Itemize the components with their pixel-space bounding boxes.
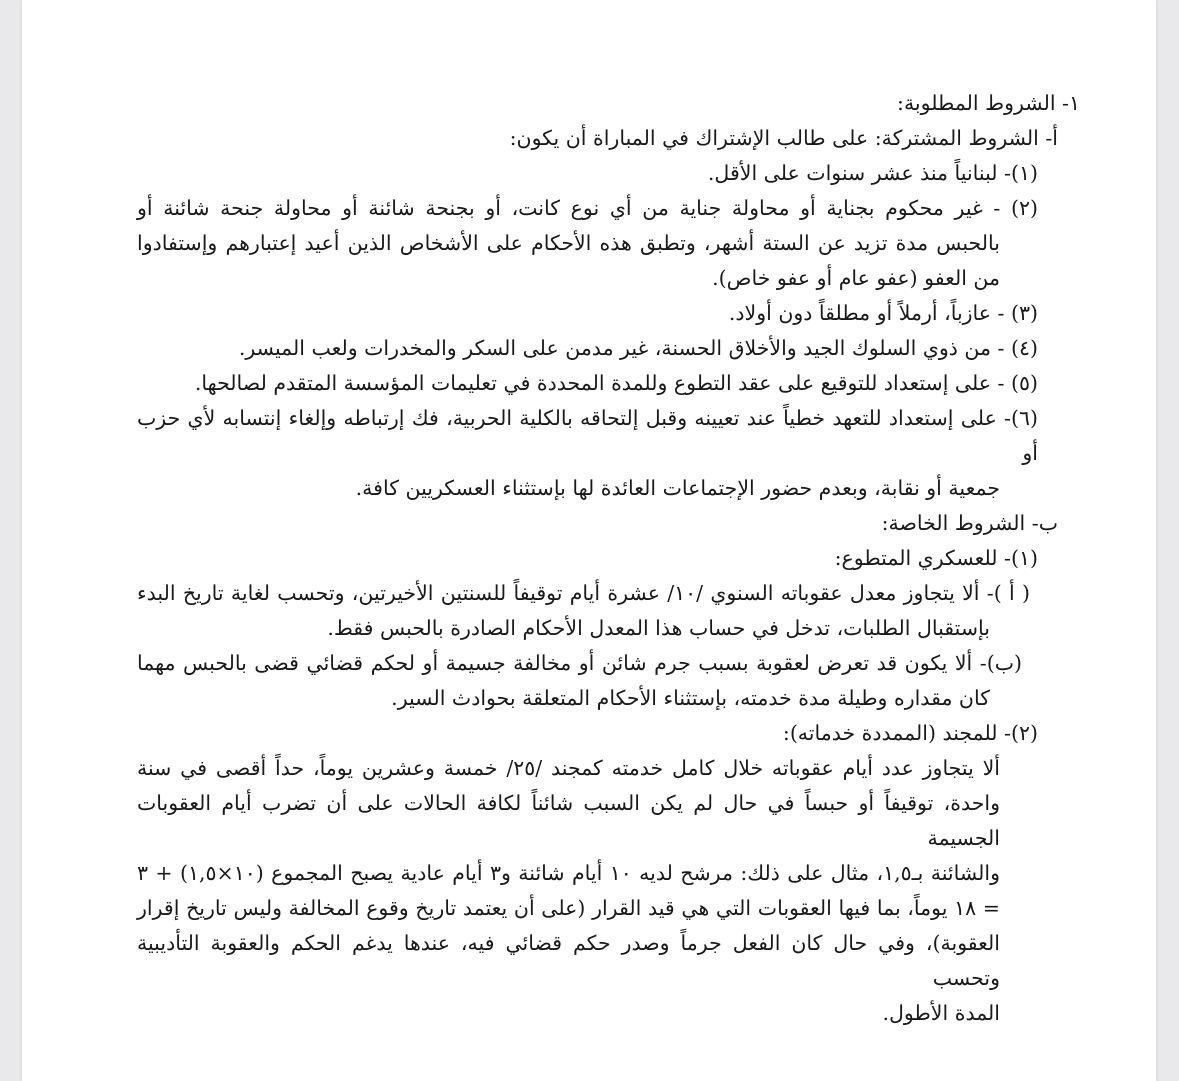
document-body (137, 86, 1080, 1031)
condition-1-line: (١)- لبنانياً منذ عشر سنوات على الأقل. (707, 161, 1038, 185)
volunteer-item-b-line-2: كان مقداره وطيلة مدة خدمته، بإستثناء الأحكام المتعلقة بحوادث السير. (391, 686, 990, 710)
volunteer-item-a-line-2: بإستقبال الطلبات، تدخل في حساب هذا المعدل الأحكام الصادرة بالحبس فقط. (327, 616, 990, 640)
subsection-heading-common-conditions: أ- الشروط المشتركة: على طالب الإشتراك في المباراة أن يكون: (509, 126, 1058, 150)
condition-4-line: (٤) - من ذوي السلوك الجيد والأخلاق الحسنة، غير مدمن على السكر والمخدرات ولعب الميسر. (238, 336, 1038, 360)
volunteer-item-b-line-1: (ب)- ألا يكون قد تعرض لعقوبة بسبب جرم شائن أو مخالفة جسيمة أو لحكم قضائي قضى بالحبس مهما (137, 651, 1022, 675)
conscript-paragraph-line-5: العقوبة)، وفي حال كان الفعل جرماً وصدر حكم قضائي فيه، عندها يدغم الحكم والعقوبة التأديبية وتحسب (137, 931, 1000, 990)
conscript-paragraph-line-6: المدة الأطول. (882, 1001, 1000, 1025)
condition-2-line-3: من العفو (عفو عام أو عفو خاص). (712, 266, 1000, 290)
conscript-paragraph-line-1: ألا يتجاوز عدد أيام عقوباته خلال كامل خدمته كمجند /٢٥/ خمسة وعشرين يوماً، حداً أقصى في سنة (137, 756, 1001, 780)
condition-6-line-2: جمعية أو نقابة، وبعدم حضور الإجتماعات العائدة لها بإستثناء العسكريين كافة. (355, 476, 1000, 500)
conscript-heading: (٢)- للمجند (الممددة خدماته): (782, 721, 1038, 745)
condition-2-line-1: (٢) - غير محكوم بجناية أو محاولة جناية من أي نوع كانت، أو بجنحة شائنة أو محاولة جنحة شائنة أو (137, 196, 1038, 220)
volunteer-soldier-heading: (١)- للعسكري المتطوع: (834, 546, 1038, 570)
condition-6-line-1: (٦)- على إستعداد للتعهد خطياً عند تعيينه وقبل إلتحاقه بالكلية الحربية، فك إرتباطه وإلغاء إنتسابه لأي حزب أو (137, 406, 1038, 465)
section-heading-required-conditions: ١- الشروط المطلوبة: (897, 91, 1080, 115)
subsection-heading-special-conditions: ب- الشروط الخاصة: (881, 511, 1058, 535)
conscript-paragraph-line-4: = ١٨ يوماً، بما فيها العقوبات التي هي قيد القرار (على أن يعتمد تاريخ وقوع المخالفة وليس تاريخ إقرار (137, 896, 1000, 920)
condition-2-line-2: بالحبس مدة تزيد عن الستة أشهر، وتطبق هذه الأحكام على الأشخاص الذين أعيد إعتبارهم وإستفادوا (137, 231, 1000, 255)
conscript-paragraph-line-2: واحدة، توقيفاً أو حبساً في حال لم يكن السبب شائناً لكافة الحالات على أن تضرب أيام العقوبات الجسيمة (137, 791, 1000, 850)
document-page (22, 0, 1156, 1081)
condition-5-line: (٥) - على إستعداد للتوقيع على عقد التطوع وللمدة المحددة في تعليمات المؤسسة المتقدم لصالحها. (194, 371, 1038, 395)
conscript-paragraph-line-3: والشائنة بـ١,٥، مثال على ذلك: مرشح لديه ١٠ أيام شائنة و٣ أيام عادية يصبح المجموع (١٠×١,٥) + ٣ (137, 861, 1001, 885)
condition-3-line: (٣) - عازباً، أرملاً أو مطلقاً دون أولاد. (728, 301, 1038, 325)
volunteer-item-a-line-1: ( أ )- ألا يتجاوز معدل عقوباته السنوي /١٠/ عشرة أيام توقيفاً للسنتين الأخيرتين، وتحسب لغاية تاريخ البدء (137, 581, 1030, 605)
